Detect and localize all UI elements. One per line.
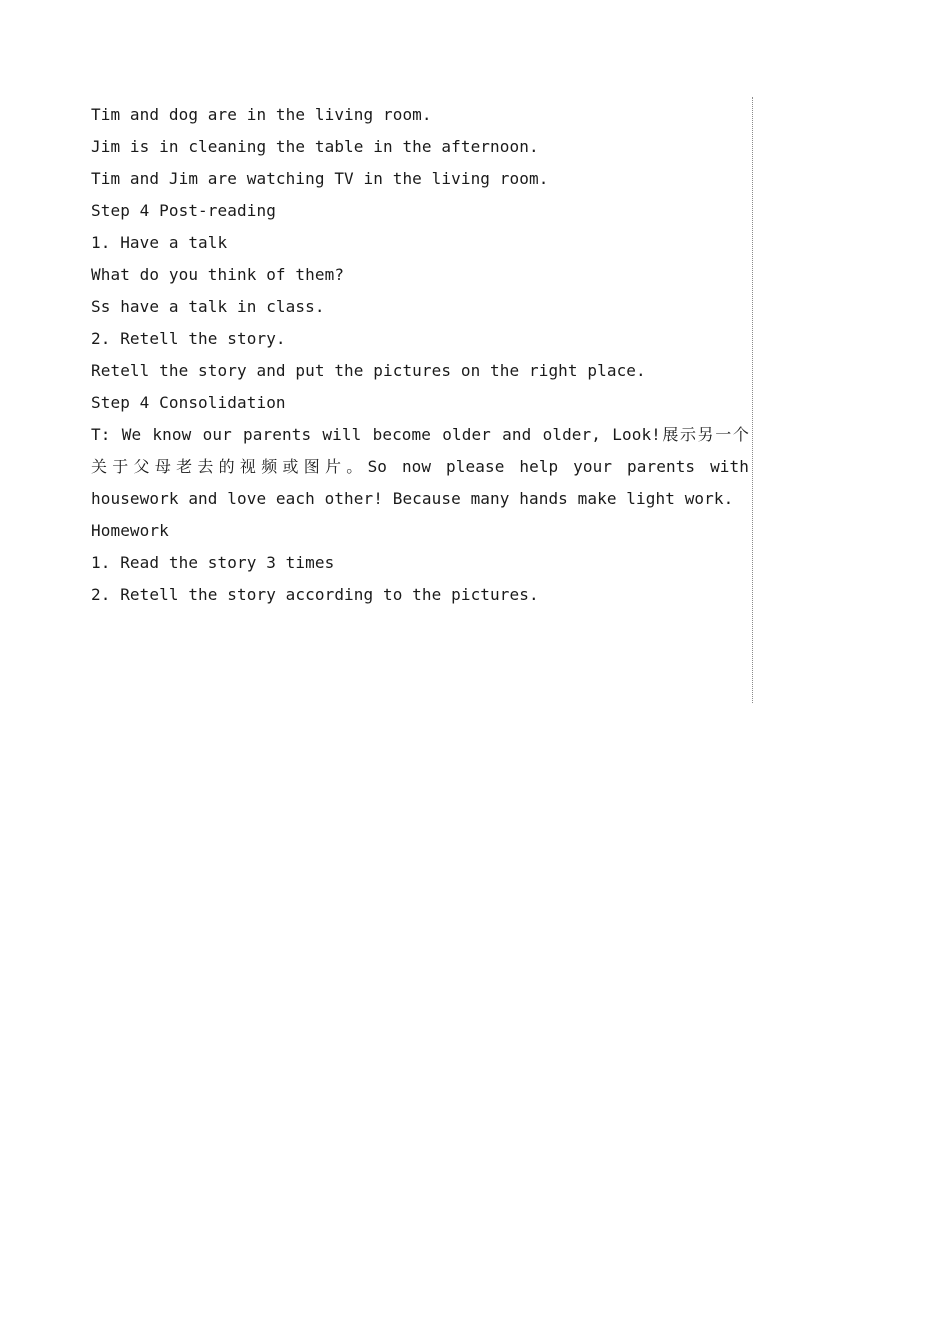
text-line: Tim and dog are in the living room. bbox=[91, 105, 432, 124]
text-line: What do you think of them? bbox=[91, 265, 345, 284]
paragraph-line: T: We know our parents will become older and older, Look!展示另一个 bbox=[91, 425, 749, 444]
list-item: 1. Have a talk bbox=[91, 233, 228, 252]
text-line: Retell the story and put the pictures on the right place. bbox=[91, 361, 646, 380]
section-heading: Homework bbox=[91, 521, 169, 540]
list-item: 1. Read the story 3 times bbox=[91, 553, 335, 572]
text-line: Tim and Jim are watching TV in the living room. bbox=[91, 169, 549, 188]
section-heading: Step 4 Consolidation bbox=[91, 393, 286, 412]
document-body bbox=[91, 99, 749, 611]
list-item: 2. Retell the story according to the pictures. bbox=[91, 585, 539, 604]
list-item: 2. Retell the story. bbox=[91, 329, 286, 348]
section-heading: Step 4 Post-reading bbox=[91, 201, 276, 220]
paragraph-line: 关于父母老去的视频或图片。So now please help your parents with bbox=[91, 457, 749, 476]
text-line: Ss have a talk in class. bbox=[91, 297, 325, 316]
paragraph-line: housework and love each other! Because many hands make light work. bbox=[91, 489, 734, 508]
text-line: Jim is in cleaning the table in the afternoon. bbox=[91, 137, 539, 156]
table-border-dotted bbox=[752, 97, 753, 703]
